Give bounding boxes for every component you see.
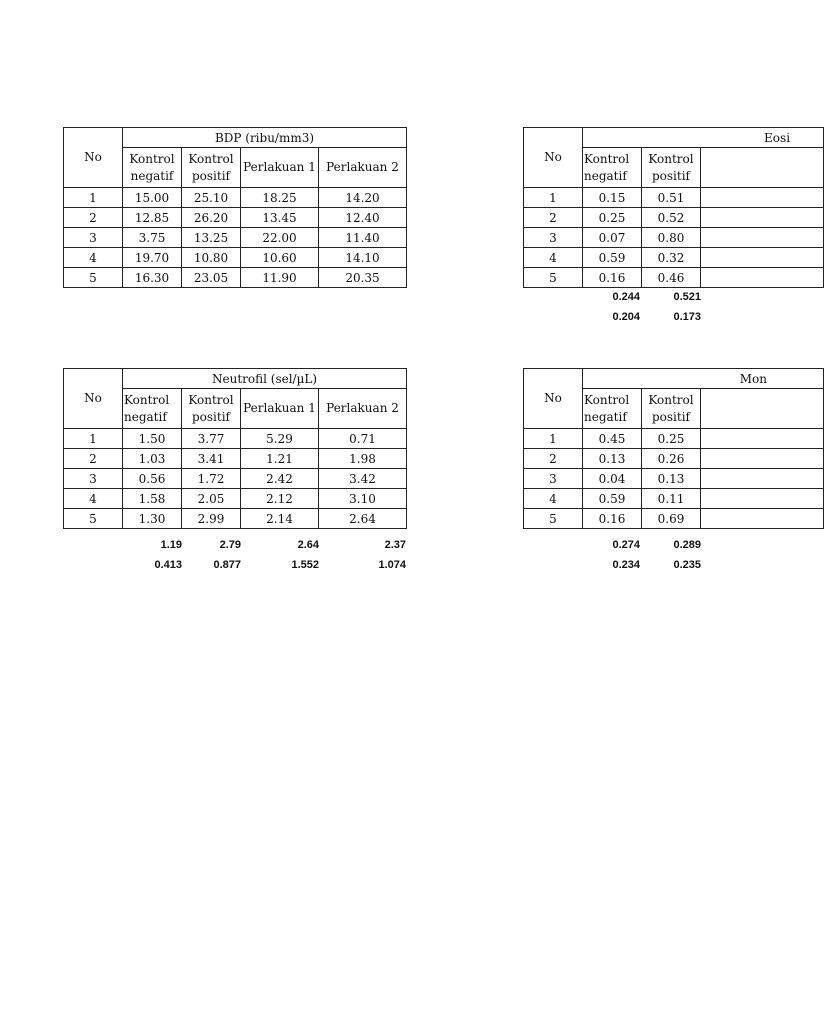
table-cell: 0.69: [642, 509, 701, 529]
table-cell: 0.13: [642, 469, 701, 489]
table-cell: 12.85: [123, 208, 182, 228]
table-row: [524, 509, 824, 529]
table-row: [524, 188, 824, 208]
table-cell: 4: [64, 248, 123, 268]
monosit-stats: [523, 539, 768, 579]
header-kontrol-positif: Kontrol positif: [182, 148, 241, 188]
table-cell: 0.45: [583, 429, 642, 449]
header-perlakuan-1: Perlakuan 1: [241, 389, 319, 429]
table-cell: 23.05: [182, 268, 241, 288]
table-cell: 1: [64, 188, 123, 208]
table-cell: 13.25: [182, 228, 241, 248]
table-cell: 0.51: [642, 188, 701, 208]
table-cell: 0.32: [642, 248, 701, 268]
table-row: [64, 509, 407, 529]
header-cut-off: [701, 148, 824, 188]
table-row: [64, 248, 407, 268]
table-row: [524, 429, 824, 449]
table-row: [524, 248, 824, 268]
table-cell: 3.77: [182, 429, 241, 449]
table-cell: 2.14: [241, 509, 319, 529]
table-cell: 5: [524, 509, 583, 529]
table-title: Mon: [583, 369, 824, 389]
table-cell: 0.46: [642, 268, 701, 288]
table-cell: 0.80: [642, 228, 701, 248]
monosit-table-viewport: [523, 368, 768, 588]
header-kontrol-negatif: Kontrol negatif: [583, 148, 642, 188]
table-cell: 20.35: [319, 268, 407, 288]
table-cell: 2.12: [241, 489, 319, 509]
mean-kontrol-positif: 0.289: [673, 539, 701, 551]
monosit-table: [523, 368, 824, 529]
table-cell: 3.42: [319, 469, 407, 489]
mean-perlakuan-2: 2.37: [384, 539, 406, 551]
table-row: [64, 449, 407, 469]
mean-perlakuan-1: 2.64: [297, 539, 319, 551]
header-kontrol-positif: Kontrol positif: [642, 148, 701, 188]
table-cell: 2.42: [241, 469, 319, 489]
table-cell: 2.05: [182, 489, 241, 509]
table-cell: 1: [524, 188, 583, 208]
mean-kontrol-negatif: 0.274: [612, 539, 640, 551]
table-cell: 0.16: [583, 509, 642, 529]
table-cell: 1: [64, 429, 123, 449]
table-cell: 2: [524, 208, 583, 228]
table-title: Eosi: [583, 128, 824, 148]
table-cell: 2: [524, 449, 583, 469]
table-title: BDP (ribu/mm3): [123, 128, 407, 148]
table-cell: 2: [64, 449, 123, 469]
table-cell: 13.45: [241, 208, 319, 228]
table-cell: 0.26: [642, 449, 701, 469]
sd-kontrol-negatif: 0.413: [154, 559, 182, 571]
table-row: [64, 228, 407, 248]
table-row: [524, 208, 824, 228]
table-row: [524, 489, 824, 509]
header-no: No: [64, 369, 123, 429]
header-kontrol-negatif: Kontrol negatif: [123, 389, 182, 429]
table-cell: 0.25: [642, 429, 701, 449]
sd-kontrol-positif: 0.877: [213, 559, 241, 571]
header-kontrol-negatif: Kontrol negatif: [123, 148, 182, 188]
table-cell: 0.13: [583, 449, 642, 469]
table-cell: 4: [64, 489, 123, 509]
sd-kontrol-negatif: 0.234: [612, 559, 640, 571]
table-cell: 0.71: [319, 429, 407, 449]
table-cell: 26.20: [182, 208, 241, 228]
table-cell: 1.21: [241, 449, 319, 469]
table-cell: 14.20: [319, 188, 407, 208]
table-cell: 0.59: [583, 489, 642, 509]
table-cell: 11.40: [319, 228, 407, 248]
header-no: No: [524, 128, 583, 188]
table-row: [524, 268, 824, 288]
table-cell: 3.10: [319, 489, 407, 509]
table-cell: 0.11: [642, 489, 701, 509]
sd-kontrol-negatif: 0.204: [612, 311, 640, 323]
header-perlakuan-1: Perlakuan 1: [241, 148, 319, 188]
header-kontrol-positif: Kontrol positif: [182, 389, 241, 429]
header-cut-off: [701, 389, 824, 429]
table-cell: 1.03: [123, 449, 182, 469]
mean-kontrol-positif: 2.79: [219, 539, 241, 551]
table-cell: 1.98: [319, 449, 407, 469]
table-cell: 1.72: [182, 469, 241, 489]
table-cell: 14.10: [319, 248, 407, 268]
table-cell: 3: [64, 469, 123, 489]
sd-perlakuan-1: 1.552: [291, 559, 319, 571]
table-cell: 0.52: [642, 208, 701, 228]
sd-kontrol-positif: 0.173: [673, 311, 701, 323]
table-cell: 0.04: [583, 469, 642, 489]
table-cell: 5: [64, 509, 123, 529]
header-no: No: [524, 369, 583, 429]
table-cell: 5: [64, 268, 123, 288]
table-cell: 10.60: [241, 248, 319, 268]
table-cell: 0.07: [583, 228, 642, 248]
table-cell: 5.29: [241, 429, 319, 449]
table-cell: 1.30: [123, 509, 182, 529]
table-cell: 3: [64, 228, 123, 248]
table-cell: 1: [524, 429, 583, 449]
table-cell: 1.50: [123, 429, 182, 449]
table-row: [64, 469, 407, 489]
table-row: [64, 268, 407, 288]
table-row: [64, 429, 407, 449]
bdp-table: [63, 127, 407, 288]
table-cell: 0.15: [583, 188, 642, 208]
table-cell: 15.00: [123, 188, 182, 208]
table-cell: 3.75: [123, 228, 182, 248]
table-cell: 18.25: [241, 188, 319, 208]
table-cell: 2.64: [319, 509, 407, 529]
table-cell: 19.70: [123, 248, 182, 268]
table-cell: 4: [524, 248, 583, 268]
mean-kontrol-negatif: 1.19: [160, 539, 182, 551]
table-cell: 2.99: [182, 509, 241, 529]
table-cell: 1.58: [123, 489, 182, 509]
table-row: [524, 228, 824, 248]
table-row: [64, 489, 407, 509]
table-cell: 0.56: [123, 469, 182, 489]
table-cell: 2: [64, 208, 123, 228]
eosinofil-stats: [523, 291, 768, 331]
table-cell: 3: [524, 228, 583, 248]
eosinofil-table: [523, 127, 824, 288]
table-cell: 22.00: [241, 228, 319, 248]
eosinofil-table-viewport: [523, 127, 791, 347]
mean-kontrol-negatif: 0.244: [612, 291, 640, 303]
table-cell: 0.25: [583, 208, 642, 228]
table-cell: 16.30: [123, 268, 182, 288]
sd-perlakuan-2: 1.074: [378, 559, 406, 571]
table-cell: 0.59: [583, 248, 642, 268]
table-row: [524, 449, 824, 469]
table-cell: 12.40: [319, 208, 407, 228]
neutrofil-table: [63, 368, 407, 529]
table-cell: 4: [524, 489, 583, 509]
table-cell: 0.16: [583, 268, 642, 288]
table-cell: 10.80: [182, 248, 241, 268]
header-perlakuan-2: Perlakuan 2: [319, 389, 407, 429]
table-cell: 11.90: [241, 268, 319, 288]
table-row: [64, 208, 407, 228]
neutrofil-stats: [63, 539, 408, 579]
header-no: No: [64, 128, 123, 188]
header-perlakuan-2: Perlakuan 2: [319, 148, 407, 188]
table-title: Neutrofil (sel/µL): [123, 369, 407, 389]
table-cell: 3.41: [182, 449, 241, 469]
table-cell: 25.10: [182, 188, 241, 208]
table-row: [524, 469, 824, 489]
header-kontrol-negatif: Kontrol negatif: [583, 389, 642, 429]
table-cell: 5: [524, 268, 583, 288]
sd-kontrol-positif: 0.235: [673, 559, 701, 571]
table-row: [64, 188, 407, 208]
header-kontrol-positif: Kontrol positif: [642, 389, 701, 429]
table-cell: 3: [524, 469, 583, 489]
mean-kontrol-positif: 0.521: [673, 291, 701, 303]
